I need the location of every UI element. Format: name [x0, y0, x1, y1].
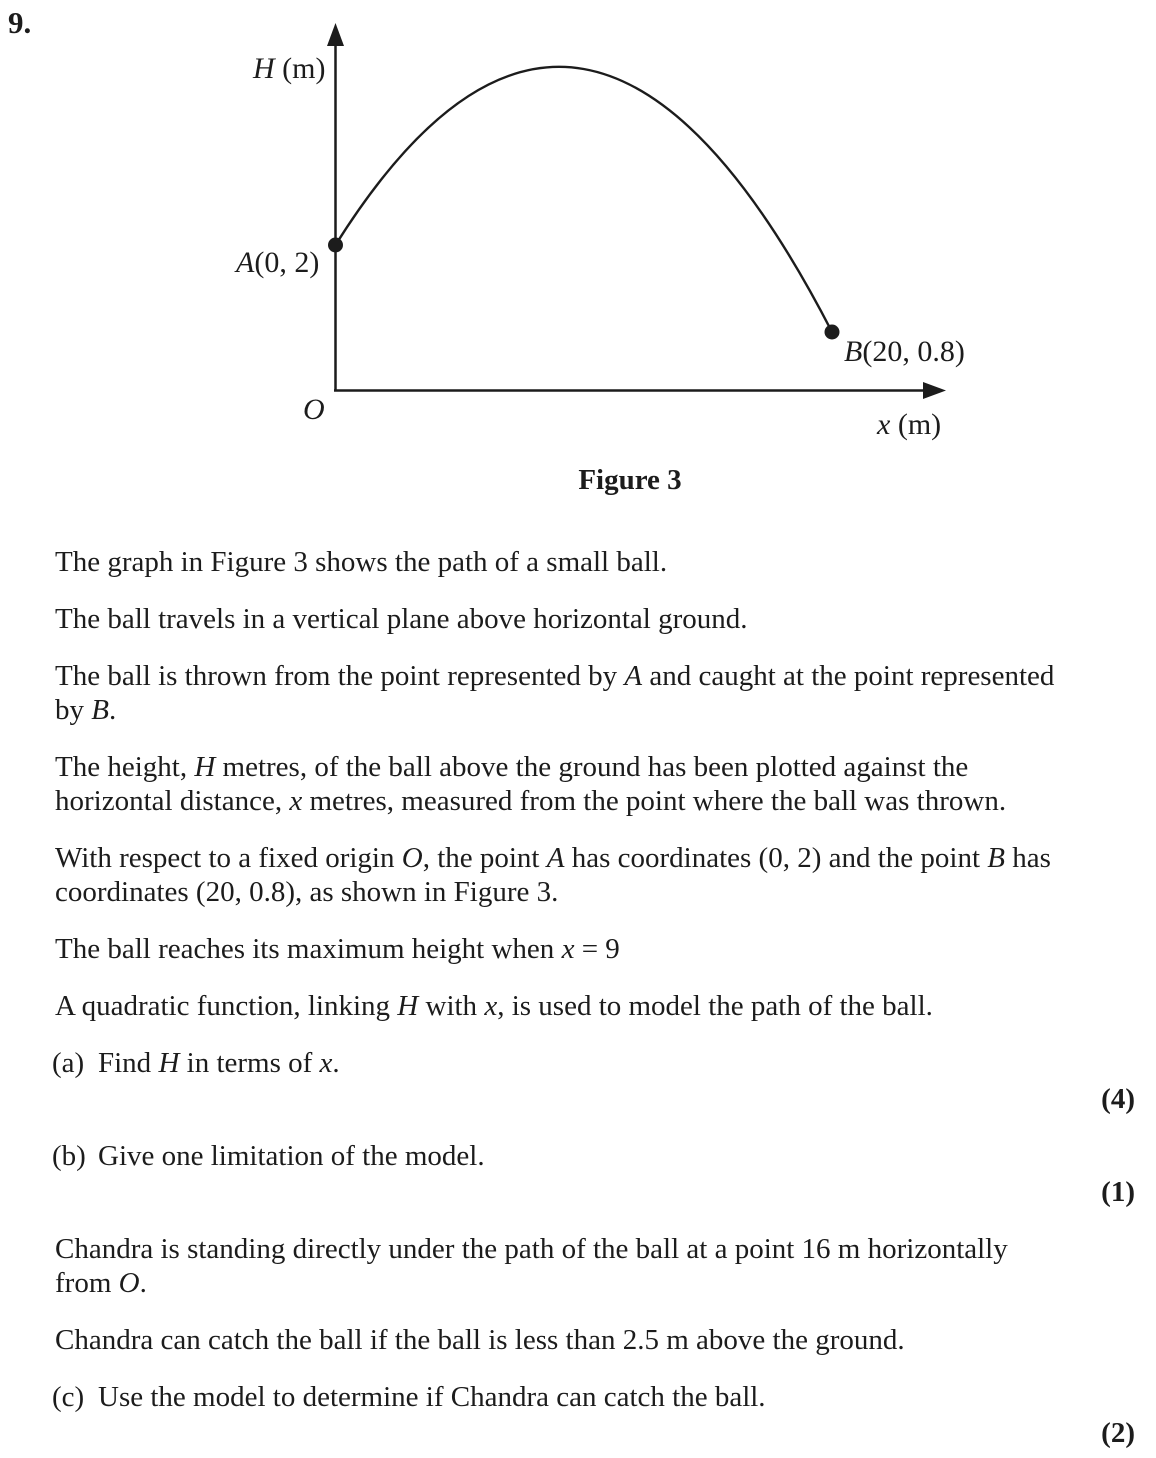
- x-axis-label: x (m): [877, 408, 942, 441]
- x-axis-arrowhead: [923, 382, 946, 399]
- part-b-marks: (1): [1101, 1176, 1135, 1208]
- paragraph-thrown-caught: The ball is thrown from the point represented by A and caught at the point represented by B.: [55, 660, 1055, 726]
- part-c: [52, 1380, 1135, 1414]
- part-c-marks: (2): [1101, 1417, 1135, 1449]
- paragraph-vertical-plane: The ball travels in a vertical plane above horizontal ground.: [55, 603, 748, 635]
- paragraph-graph-shows-path: The graph in Figure 3 shows the path of a small ball.: [55, 546, 668, 578]
- part-a-label: (a): [52, 1047, 85, 1079]
- part-b-label: (b): [52, 1140, 86, 1172]
- y-axis-arrowhead: [327, 23, 344, 46]
- ball-path-curve: [336, 67, 833, 332]
- question-number: 9.: [8, 5, 32, 40]
- part-c-text: Use the model to determine if Chandra can catch the ball.: [98, 1381, 766, 1413]
- figure-caption: Figure 3: [578, 464, 682, 496]
- paragraph-chandra-catch-condition: Chandra can catch the ball if the ball is less than 2.5 m above the ground.: [55, 1324, 905, 1356]
- part-a-text: Find H in terms of x.: [98, 1047, 340, 1079]
- paragraph-chandra-position: Chandra is standing directly under the path of the ball at a point 16 m horizontally from O.: [55, 1233, 1008, 1299]
- origin-label: O: [303, 393, 325, 426]
- part-b: [52, 1139, 1135, 1173]
- part-a-marks: (4): [1101, 1083, 1135, 1115]
- point-a-dot: [328, 238, 343, 253]
- figure-3: [0, 0, 1156, 520]
- point-b-label: B(20, 0.8): [844, 335, 965, 368]
- part-a: [52, 1046, 1135, 1080]
- point-b-dot: [825, 325, 840, 340]
- paragraph-height-plotted: The height, H metres, of the ball above the ground has been plotted against the horizontal distance, x metres, measured from the point where the ball was thrown.: [55, 751, 1007, 817]
- point-a-label: A(0, 2): [236, 246, 320, 279]
- y-axis-label: H (m): [253, 52, 326, 85]
- figure-3-graph: [0, 0, 1156, 520]
- paragraph-coordinates: With respect to a fixed origin O, the point A has coordinates (0, 2) and the point B has coordinates (20, 0.8), as shown in Figure 3.: [55, 842, 1051, 908]
- paragraph-quadratic-model: A quadratic function, linking H with x, is used to model the path of the ball.: [55, 990, 933, 1022]
- question-text: [0, 520, 1156, 1450]
- part-c-label: (c): [52, 1381, 85, 1413]
- paragraph-max-height: The ball reaches its maximum height when x = 9: [55, 933, 620, 965]
- part-b-text: Give one limitation of the model.: [98, 1140, 485, 1172]
